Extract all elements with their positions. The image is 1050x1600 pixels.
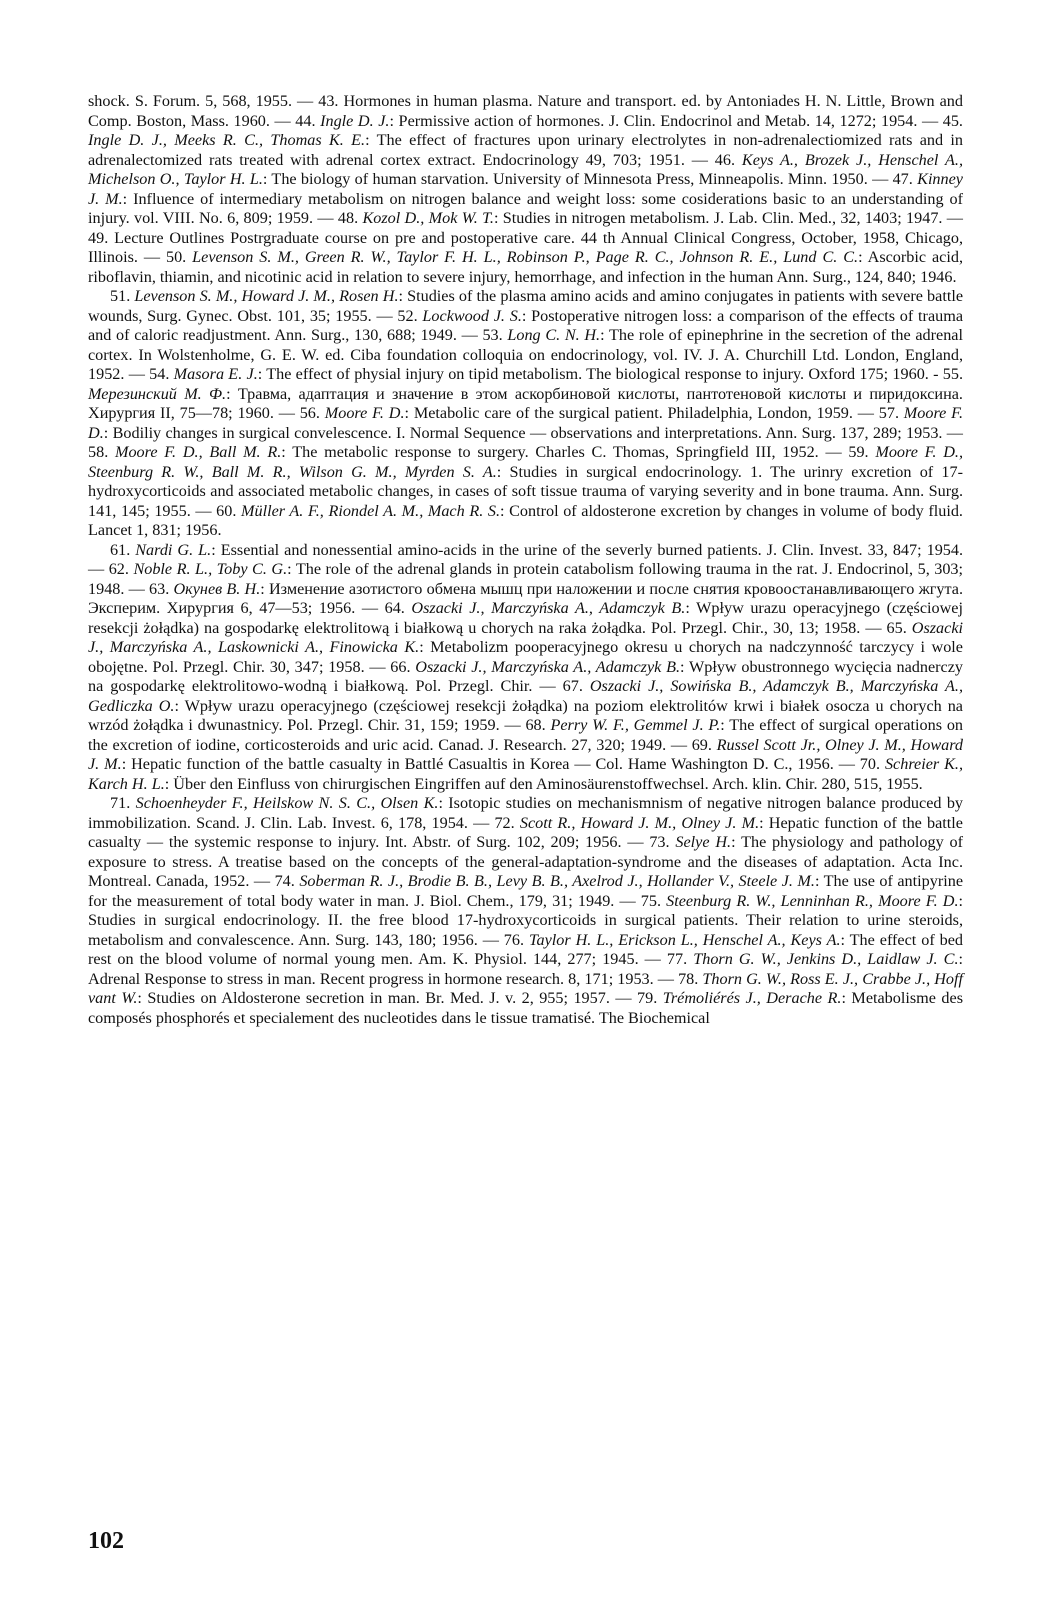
reference-text: : Wpływ urazu operacyjnego (częściowej resekcji żołądka) na poziom elektrolitów krwi i białek osocza u chorych na wrzód żołądka i dwunastnicy. Pol. Przegl. Chir. 31, 159; 1959. — 68. [88, 696, 963, 734]
reference-text: : Studies in surgical endocrinology. 1. The urinry excretion of 17-hydroxycorticoids and associated metabolic changes, in cases of soft tissue trauma of varying severity and in bone trauma. Ann. Surg. 141, 145; 1955. — 60. [88, 462, 963, 520]
reference-paragraph-3 [88, 541, 963, 795]
reference-text: : Adrenal Response to stress in man. Recent progress in hormone research. 8, 171; 1953. — 78. [88, 950, 964, 988]
reference-text: : Metabolisme des composés phosphorés et specialement des nucleotides dans le tissue tramatisé. The Biochemical [88, 989, 963, 1027]
reference-text: 71. [110, 794, 136, 812]
reference-text: : The metabolic response to surgery. Charles C. Thomas, Springfield III, 1952. — 59. [281, 443, 876, 461]
author-names: Moore F. D., Steenburg R. W., Ball M. R., Wilson G. M., Myrden S. A. [88, 443, 963, 481]
author-names: Noble R. L., Toby C. G. [133, 560, 288, 578]
reference-text: : Studies in surgical endocrinology. II. the free blood 17-hydroxycorticoids in surgical patients. Their relation to urine steroids, metabolism and convalescence. Ann. Surg. 143, 180; 1956. — 76. [88, 891, 963, 949]
reference-text: : The biology of human starvation. University of Minnesota Press, Minneapolis. Minn. 1950. — 47. [262, 170, 918, 188]
author-names: Schoenheyder F., Heilskow N. S. C., Olsen K. [135, 794, 439, 812]
author-names: Soberman R. J., Brodie B. B., Levy B. B., Axelrod J., Hollander V., Steele J. M. [299, 872, 815, 890]
reference-text: : Isotopic studies on mechanismnism of negative nitrogen balance produced by immobilization. Scand. J. Clin. Lab. Invest. 6, 178, 1954. — 72. [88, 794, 964, 832]
author-names: Thorn G. W., Ross E. J., Crabbe J., Hoff vant W. [88, 969, 964, 1007]
author-names: Müller A. F., Riondel A. M., Mach R. S. [241, 501, 501, 520]
reference-text: : Metabolic care of the surgical patient. Philadelphia, London, 1959. — 57. [404, 404, 904, 422]
author-names: Steenburg R. W., Lenninhan R., Moore F. D. [666, 891, 959, 910]
reference-text: : Травма, адаптация и значение в этом аскорбиновой кислоты, пантотеновой кислоты и пиридоксина. Хирургия II, 75—78; 1960. — 56. [88, 384, 963, 422]
author-names: Kozol D., Mok W. T. [362, 209, 494, 227]
author-names: Levenson S. M., Howard J. M., Rosen H. [134, 287, 399, 305]
reference-text: : Über den Einfluss von chirurgischen Eingriffen auf den Aminosäurenstoffwechsel. Arch. klin. Chir. 280, 515, 1955. [164, 774, 923, 793]
author-names: Nardi G. L. [135, 540, 212, 559]
page-number: 102 [88, 1528, 124, 1554]
author-names: Ingle D. J. [320, 111, 390, 130]
reference-text: : Permissive action of hormones. J. Clin. Endocrinol and Metab. 14, 1272; 1954. — 45. [389, 111, 963, 130]
reference-text: : Изменение азотистого обмена мышц при наложении и после снятия кровоостанавливающего жгута. Эксперим. Хирургия 6, 47—53; 1956. — 64. [88, 579, 963, 617]
author-names: Lockwood J. S. [422, 306, 522, 325]
reference-text: : Control of aldosterone excretion by changes in volume of body fluid. Lancet 1, 831; 1956. [88, 501, 963, 539]
reference-text: 51. [110, 287, 135, 305]
author-names: Ingle D. J., Meeks R. C., Thomas K. E. [88, 131, 366, 149]
author-names: Perry W. F., Gemmel J. P. [550, 716, 721, 734]
author-names: Kinney J. M. [88, 170, 963, 208]
author-names: Thorn G. W., Jenkins D., Laidlaw J. C. [693, 950, 959, 968]
reference-text: : Hepatic function of the battle casualty — the systemic response to injury. Int. Abstr. of Surg. 102, 209; 1956. — 73. [88, 813, 963, 851]
author-names: Selye H. [675, 833, 732, 851]
reference-text: : Influence of intermediary metabolism on nitrogen balance and weight loss: some cosiderations basic to an understanding of injury. vol. VIII. No. 6, 809; 1959. — 48. [88, 189, 963, 227]
author-names: Moore F. D., Ball M. R. [114, 443, 282, 461]
reference-list [88, 92, 963, 1028]
reference-text: : The use of antipyrine for the measurement of total body water in man. J. Biol. Chem., 179, 31; 1949. — 75. [88, 872, 964, 910]
reference-text: : The effect of fractures upon urinary electrolytes in non-adrenalectiomized rats and in adrenalectomized rats treated with adrenal cortex extract. Endocrinology 49, 703; 1951. — 46. [88, 131, 963, 169]
reference-text: : Wpływ obustronnego wycięcia nadnerczy na gospodarkę elektrolitowo-wodną i białkową. Pol. Przegl. Chir. — 67. [88, 657, 963, 695]
author-names: Moore F. D. [324, 404, 405, 422]
reference-text: : The effect of physial injury on tipid metabolism. The biological response to injury. Oxford 175; 1960. - 55. [257, 365, 964, 383]
reference-text: : Ascorbic acid, riboflavin, thiamin, and nicotinic acid in relation to severe injury, hemorrhage, and infection in the human Ann. Surg., 124, 840; 1946. [88, 248, 964, 286]
author-names: Oszacki J., Marczyńska A., Adamczyk B. [411, 599, 686, 617]
author-names: Oszacki J., Marczyńska A., Adamczyk B. [415, 657, 681, 676]
author-names: Long C. N. H. [507, 326, 601, 344]
reference-text: : Metabolizm pooperacyjnego okresu u chorych na nadczynność tarczycy i wole obojętne. Pol. Przegl. Chir. 30, 347; 1958. — 66. [88, 638, 963, 676]
author-names: Levenson S. M., Green R. W., Taylor F. H. L., Robinson P., Page R. C., Johnson R. E., Lund C. C. [192, 248, 859, 266]
reference-paragraph-1 [88, 92, 963, 287]
reference-text: : The role of the adrenal glands in protein catabolism following trauma in the rat. J. Endocrinol, 5, 303; 1948. — 63. [88, 560, 964, 598]
reference-text: : The effect of surgical operations on the excretion of iodine, corticosteroids and uric acid. Canad. J. Research. 27, 320; 1949. — 69. [88, 716, 964, 754]
reference-text: : The physiology and pathology of exposure to stress. A treatise based on the concepts of the general-adaptation-syndrome and the diseases of adaptation. Acta Inc. Montreal. Canada, 1952. — 74. [88, 833, 964, 890]
reference-text: 61. [110, 540, 136, 559]
author-names: Masora E. J. [173, 365, 258, 383]
reference-text: shock. S. Forum. 5, 568, 1955. — 43. Hormones in human plasma. Nature and transport. ed. by Antoniades H. N. Little, Brown and Comp. Boston, Mass. 1960. — 44. [88, 92, 963, 130]
author-names: Schreier K., Karch H. L. [88, 755, 963, 793]
reference-text: : Bodiliy changes in surgical convelescence. I. Normal Sequence — observations and interpretations. Ann. Surg. 137, 289; 1953. — 58. [88, 423, 963, 461]
reference-text: : Hepatic function of the battle casualty in Battlé Casualtis in Korea — Col. Hame Washington D. C., 1956. — 70. [121, 755, 885, 773]
author-names: Moore F. D. [88, 404, 964, 442]
author-names: Мерезинский М. Ф. [88, 384, 227, 403]
author-names: Trémoliérés J., Derache R. [662, 989, 842, 1007]
reference-text: : The role of epinephrine in the secretion of the adrenal cortex. In Wolstenholme, G. E. W. ed. Ciba foundation colloquia on endocrinology, vol. IV. J. A. Churchill Ltd. London, England, 1952. — 54. [88, 326, 963, 383]
author-names: Keys A., Brozek J., Henschel A., Michelson O., Taylor H. L. [88, 150, 963, 188]
reference-text: : Wpływ urazu operacyjnego (częściowej resekcji żołądka) na gospodarkę elektrolitową i białkową u chorych na raka żołądka. Pol. Przegl. Chir., 30, 13; 1958. — 65. [88, 599, 963, 637]
author-names: Oszacki J., Marczyńska A., Laskownicki A., Finowicka K. [88, 618, 963, 656]
reference-text: : The effect of bed rest on the blood volume of normal young men. Am. K. Physiol. 144, 277; 1945. — 77. [88, 930, 964, 968]
author-names: Окунев В. Н. [173, 579, 261, 598]
author-names: Russel Scott Jr., Olney J. M., Howard J. M. [88, 735, 963, 773]
author-names: Taylor H. L., Erickson L., Henschel A., Keys A. [528, 930, 841, 949]
reference-text: : Studies on Aldosterone secretion in man. Br. Med. J. v. 2, 955; 1957. — 79. [137, 989, 663, 1007]
reference-paragraph-4 [88, 794, 963, 1028]
reference-paragraph-2 [88, 287, 963, 541]
author-names: Oszacki J., Sowińska B., Adamczyk B., Marczyńska A., Gedliczka O. [88, 677, 963, 715]
reference-text: : Studies in nitrogen metabolism. J. Lab. Clin. Med., 32, 1403; 1947. — 49. Lecture Outlines Postrgraduate course on pre and postoperative care. 44 th Annual Clinical Congress, October, 1958, Chicago, Illinois. — 50. [88, 209, 963, 266]
reference-text: : Essential and nonessential amino-acids in the urine of the severly burned patients. J. Clin. Invest. 33, 847; 1954. — 62. [88, 540, 964, 578]
reference-text: : Postoperative nitrogen loss: a comparison of the effects of trauma and of caloric readjustment. Ann. Surg., 130, 688; 1949. — 53. [88, 306, 964, 344]
author-names: Scott R., Howard J. M., Olney J. M. [519, 813, 760, 832]
reference-text: : Studies of the plasma amino acids and amino conjugates in patients with severe battle wounds, Surg. Gynec. Obst. 101, 35; 1955. — 52. [88, 287, 964, 325]
